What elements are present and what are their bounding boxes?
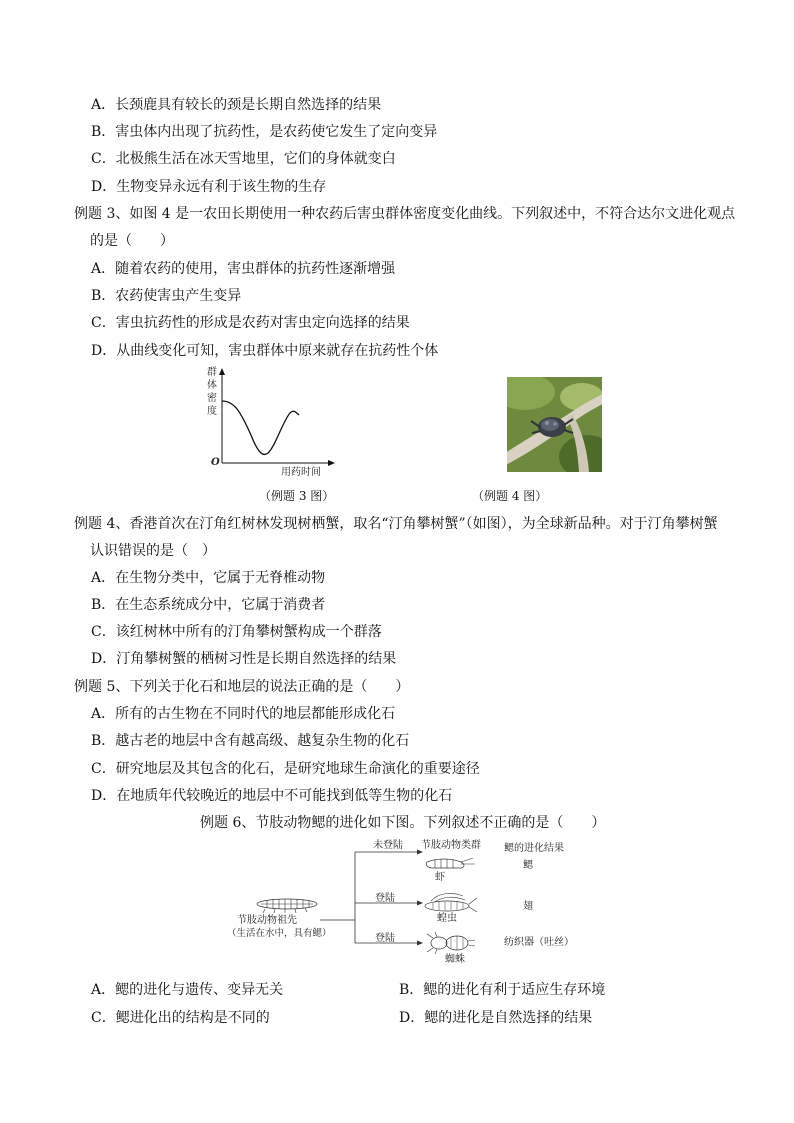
density-curve xyxy=(222,401,299,454)
q4-option-c: C．该红树林中所有的汀角攀树蟹构成一个群落 xyxy=(91,624,382,640)
q4-option-d: D．汀角攀树蟹的栖树习性是长期自然选择的结果 xyxy=(91,651,397,667)
prev-option-b: B．害虫体内出现了抗药性，是农药使它发生了定向变异 xyxy=(91,124,438,140)
q6-option-d: D．鳃的进化是自然选择的结果 xyxy=(399,1010,593,1026)
q4-stem-line1: 例题 4、香港首次在汀角红树林发现树栖蟹，取名“汀角攀树蟹”（如图），为全球新品种。对于汀角攀树蟹 xyxy=(74,516,718,532)
group-title: 节肢动物类群 xyxy=(421,840,481,851)
prev-option-c: C．北极熊生活在冰天雪地里，它们的身体就变白 xyxy=(91,151,396,167)
result-spinneret: 纺织器（吐丝） xyxy=(504,937,574,948)
x-axis-arrow xyxy=(328,460,335,466)
spider-drawing xyxy=(427,932,475,954)
shrimp-label: 虾 xyxy=(435,872,445,883)
result-title: 鳃的进化结果 xyxy=(504,843,564,854)
q3-option-c: C．害虫抗药性的形成是农药对害虫定向选择的结果 xyxy=(91,315,410,331)
y-axis-label-1: 群 xyxy=(207,367,217,378)
q3-stem-line2: 的是（ ） xyxy=(90,233,174,249)
figure-4-caption: （例题 4 图） xyxy=(472,489,548,503)
origin-label: O xyxy=(211,457,220,468)
branch-label-landed-2: 登陆 xyxy=(375,933,395,944)
ancestor-drawing xyxy=(257,899,317,913)
branch-label-landed-1: 登陆 xyxy=(375,893,395,904)
result-gill: 鳃 xyxy=(523,860,533,871)
ancestor-label: 节肢动物祖先 xyxy=(237,915,297,926)
q4-option-b: B．在生态系统成分中，它属于消费者 xyxy=(91,597,326,613)
q5-option-b: B．越古老的地层中含有越高级、越复杂生物的化石 xyxy=(91,733,410,749)
density-curve-chart xyxy=(195,365,345,483)
q5-stem: 例题 5、下列关于化石和地层的说法正确的是（ ） xyxy=(74,679,410,695)
prev-option-a: A．长颈鹿具有较长的颈是长期自然选择的结果 xyxy=(91,97,382,113)
q3-option-b: B．农药使害虫产生变异 xyxy=(91,288,242,304)
q4-stem-line2: 认识错误的是（ ） xyxy=(90,543,216,559)
ancestor-note: （生活在水中，具有鳃） xyxy=(227,928,332,939)
q3-stem-line1: 例题 3、如图 4 是一农田长期使用一种农药后害虫群体密度变化曲线。下列叙述中，不符合达尔文进化观点 xyxy=(74,206,736,222)
x-axis-label: 用药时间 xyxy=(281,467,321,478)
gill-evolution-diagram xyxy=(225,840,595,968)
q3-option-d: D．从曲线变化可知，害虫群体中原来就存在抗药性个体 xyxy=(91,343,439,359)
q6-stem: 例题 6、节肢动物鳃的进化如下图。下列叙述不正确的是（ ） xyxy=(200,815,606,831)
q6-option-b: B．鳃的进化有利于适应生存环境 xyxy=(399,982,606,998)
q6-option-a: A．鳃的进化与遗传、变异无关 xyxy=(91,982,284,998)
locust-drawing xyxy=(425,893,477,912)
figure-4-photo xyxy=(507,377,602,472)
q5-option-d: D．在地质年代较晚近的地层中不可能找到低等生物的化石 xyxy=(91,788,453,804)
prev-option-d: D．生物变异永远有利于该生物的生存 xyxy=(91,179,327,195)
q4-option-a: A．在生物分类中，它属于无脊椎动物 xyxy=(91,570,326,586)
shrimp-drawing xyxy=(426,858,475,868)
locust-label: 蝗虫 xyxy=(437,913,457,924)
figure-3-caption: （例题 3 图） xyxy=(259,489,335,503)
y-axis-label-4: 度 xyxy=(207,406,217,417)
q5-option-a: A．所有的古生物在不同时代的地层都能形成化石 xyxy=(91,706,396,722)
y-axis-label-3: 密 xyxy=(207,393,217,404)
y-axis-arrow xyxy=(219,368,225,375)
figure-3 xyxy=(195,365,345,483)
y-axis-label-2: 体 xyxy=(207,380,217,391)
q5-option-c: C．研究地层及其包含的化石，是研究地球生命演化的重要途径 xyxy=(91,761,480,777)
q3-option-a: A．随着农药的使用，害虫群体的抗药性逐渐增强 xyxy=(91,261,396,277)
crab-on-branch-image xyxy=(507,377,602,472)
result-wing: 翅 xyxy=(523,901,533,912)
q6-option-c: C．鳃进化出的结构是不同的 xyxy=(91,1010,270,1026)
branch-label-not-landed: 未登陆 xyxy=(373,840,403,851)
spider-label: 蜘蛛 xyxy=(445,954,465,965)
